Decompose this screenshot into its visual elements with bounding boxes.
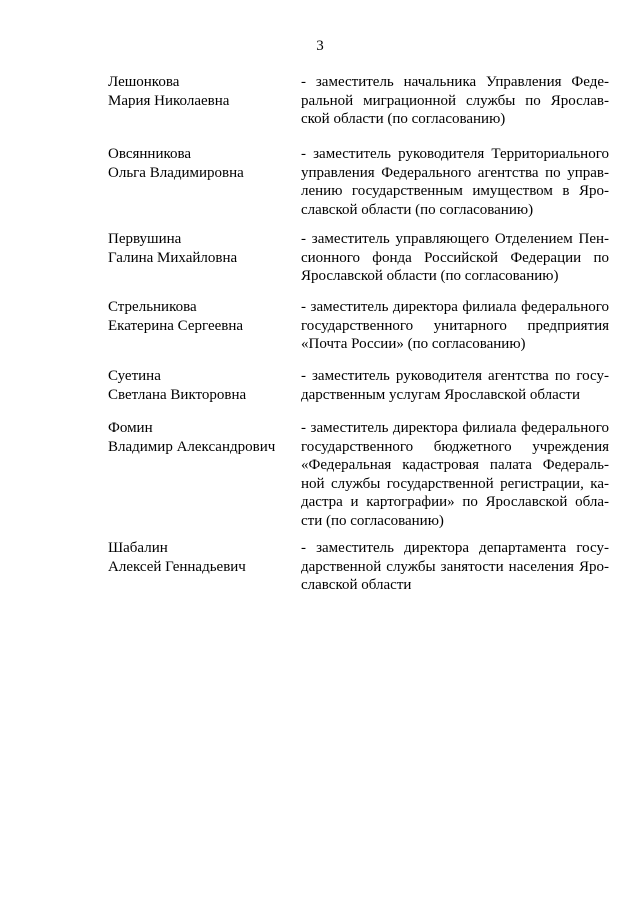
member-given-name: Владимир Александрович xyxy=(108,438,276,455)
member-surname: Первушина xyxy=(108,231,182,247)
member-name xyxy=(108,539,298,576)
role-line: сионного фонда Российской Федерации по xyxy=(301,249,609,266)
role-line: - заместитель директора департамента госу- xyxy=(301,540,609,556)
member-surname: Овсянникова xyxy=(108,146,192,162)
member-given-name: Мария Николаевна xyxy=(108,92,230,109)
role-line: ральной миграционной службы по Ярослав- xyxy=(301,92,609,109)
member-name xyxy=(108,298,298,335)
role-line: славской области xyxy=(301,577,412,593)
member-surname: Суетина xyxy=(108,368,161,384)
member-role xyxy=(301,298,609,354)
role-line: ской области (по согласованию) xyxy=(301,111,506,127)
role-line: «Почта России» (по согласованию) xyxy=(301,336,526,352)
role-line: дарственной службы занятости населения Яро- xyxy=(301,558,609,575)
member-surname: Лешонкова xyxy=(108,74,180,90)
role-line: сти (по согласованию) xyxy=(301,512,444,529)
member-role xyxy=(301,419,609,530)
role-line: государственного унитарного предприятия xyxy=(301,317,609,334)
member-role xyxy=(301,367,609,404)
role-line: государственного бюджетного учреждения xyxy=(301,438,609,455)
role-line: Ярославской области (по согласованию) xyxy=(301,268,559,284)
member-role xyxy=(301,230,609,286)
role-line: - заместитель начальника Управления Феде- xyxy=(301,74,609,90)
role-line: славской области (по согласованию) xyxy=(301,201,534,218)
member-given-name: Галина Михайловна xyxy=(108,249,238,266)
member-surname: Шабалин xyxy=(108,540,168,556)
role-line: - заместитель руководителя агентства по госу- xyxy=(301,368,609,384)
member-name xyxy=(108,367,298,404)
member-given-name: Светлана Викторовна xyxy=(108,386,247,403)
member-role xyxy=(301,539,609,595)
member-name xyxy=(108,230,298,267)
role-line: ной службы государственной регистрации, ка- xyxy=(301,475,609,492)
member-surname: Фомин xyxy=(108,420,153,436)
role-line: - заместитель директора филиала федерального xyxy=(301,420,609,436)
role-line: - заместитель руководителя Территориального xyxy=(301,146,609,162)
role-line: управления Федерального агентства по управ- xyxy=(301,164,609,181)
member-given-name: Алексей Геннадьевич xyxy=(108,558,246,575)
role-line: - заместитель директора филиала федерального xyxy=(301,299,609,315)
member-name xyxy=(108,73,298,110)
member-role xyxy=(301,145,609,219)
role-line: лению государственным имуществом в Яро- xyxy=(301,183,609,199)
role-line: дарственным услугам Ярославской области xyxy=(301,386,581,403)
member-name xyxy=(108,419,298,456)
member-given-name: Ольга Владимировна xyxy=(108,164,244,181)
page-number: 3 xyxy=(316,38,324,54)
member-role xyxy=(301,73,609,129)
member-given-name: Екатерина Сергеевна xyxy=(108,317,244,334)
member-name xyxy=(108,145,298,182)
role-line: дастра и картографии» по Ярославской обла- xyxy=(301,494,609,510)
role-line: «Федеральная кадастровая палата Федераль- xyxy=(301,457,609,473)
role-line: - заместитель управляющего Отделением Пен- xyxy=(301,231,609,247)
member-surname: Стрельникова xyxy=(108,299,197,315)
